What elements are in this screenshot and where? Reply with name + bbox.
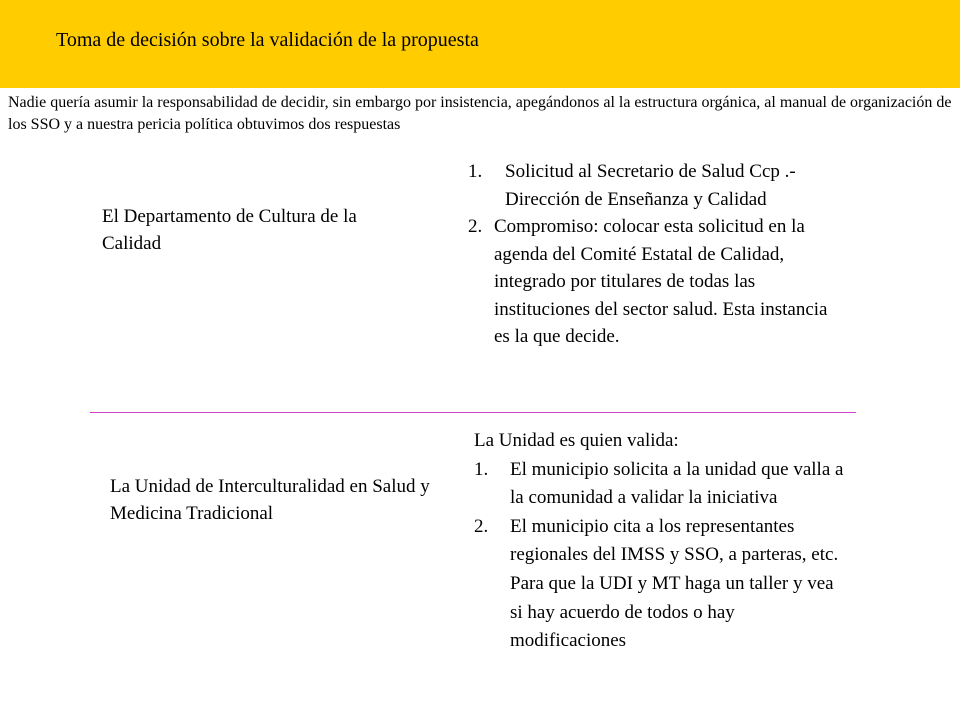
slide-title: Toma de decisión sobre la validación de la propuesta <box>56 29 479 51</box>
response-list-interculturalidad <box>474 427 844 656</box>
entity-label-calidad: El Departamento de Cultura de la Calidad <box>102 206 357 254</box>
intro-text: Nadie quería asumir la responsabilidad de decidir, sin embargo por insistencia, apegándonos al la estructura orgánica, al manual de organización de los SSO y a nuestra pericia política obtuvimos dos respuestas <box>8 94 952 133</box>
list-number: 2. <box>474 515 489 537</box>
list-number: 1. <box>468 161 483 182</box>
list-number: 2. <box>468 216 483 237</box>
list-item <box>468 158 840 213</box>
list-item <box>468 213 840 351</box>
list-text: Compromiso: colocar esta solicitud en la agenda del Comité Estatal de Calidad, integrado por titulares de todas las instituciones del sector salud. Esta instancia es la que decide. <box>494 216 828 347</box>
row-divider <box>90 412 856 413</box>
list-text: Solicitud al Secretario de Salud Ccp .- Dirección de Enseñanza y Calidad <box>505 161 796 210</box>
list-text: El municipio solicita a la unidad que valla a la comunidad a validar la iniciativa <box>510 458 844 509</box>
response-list-calidad <box>468 158 840 351</box>
list-number: 1. <box>474 458 489 480</box>
list-item <box>474 513 844 656</box>
entity-label-interculturalidad: La Unidad de Interculturalidad en Salud y Medicina Tradicional <box>110 476 430 524</box>
list-item <box>474 456 844 513</box>
list-lead: La Unidad es quien valida: <box>474 430 679 451</box>
list-text: El municipio cita a los representantes regionales del IMSS y SSO, a parteras, etc. Para que la UDI y MT haga un taller y vea si hay acuerdo de todos o hay modificaciones <box>510 515 839 652</box>
